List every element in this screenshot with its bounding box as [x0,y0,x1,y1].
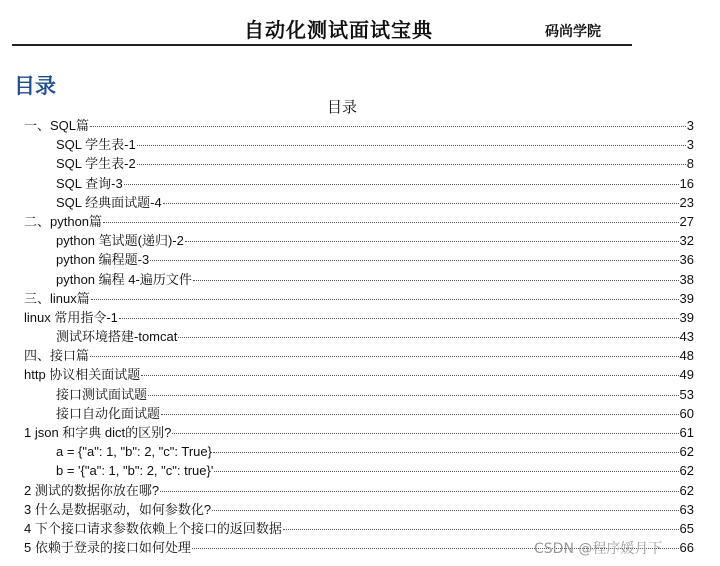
toc-entry-page: 16 [679,175,694,191]
toc-entry[interactable] [0,442,694,461]
toc-leader-dots [148,395,679,396]
toc-entry-title: a = {"a": 1, "b": 2, "c": True} [56,444,212,460]
toc-entry[interactable] [0,365,694,384]
toc-entry-page: 53 [679,386,694,402]
toc-entry[interactable] [0,135,694,154]
toc-leader-dots [283,529,679,530]
toc-entry-title: 一、SQL篇 [24,118,90,133]
toc-entry[interactable] [0,519,694,538]
toc-entry[interactable] [0,423,694,442]
toc-leader-dots [163,203,679,204]
toc-entry-title: 测试环境搭建-tomcat [56,329,178,345]
toc-entry-page: 3 [686,137,694,153]
toc-entry-page: 3 [686,118,694,133]
toc-entry-page: 39 [679,309,694,325]
toc-leader-dots [160,491,678,492]
toc-entry[interactable] [0,289,694,308]
toc-entry[interactable] [0,346,694,365]
toc-entry[interactable] [0,327,694,346]
toc-entry[interactable] [0,481,694,500]
toc-leader-dots [90,356,679,357]
toc-entry-title: SQL 查询-3 [56,175,123,191]
toc-leader-dots [141,375,678,376]
toc-entry-title: SQL 学生表-2 [56,156,136,172]
toc-entry-title: python 笔试题(递归)-2 [56,233,184,249]
toc-entry-page: 62 [679,463,694,479]
toc-entry[interactable] [0,461,694,480]
brand-name: 码尚学院 [545,24,601,40]
toc-entry-page: 65 [679,520,694,536]
toc-entry-page: 43 [679,329,694,345]
toc-entry[interactable] [0,500,694,519]
toc-entry-title: python 编程题-3 [56,252,150,268]
toc-entry-title: 4 下个接口请求参数依赖上个接口的返回数据 [24,520,282,536]
toc-leader-dots [185,241,679,242]
toc-leader-dots [193,280,679,281]
toc-entry-title: 二、python篇 [24,213,103,229]
toc-entry-title: 2 测试的数据你放在哪? [24,482,160,498]
toc-leader-dots [150,260,678,261]
toc-entry-page: 62 [679,444,694,460]
toc-leader-dots [124,184,679,185]
toc-entry[interactable] [0,250,694,269]
toc-heading: 目录 [14,73,56,98]
toc-entry[interactable] [0,308,694,327]
toc-leader-dots [137,145,686,146]
toc-entry-title: linux 常用指令-1 [24,309,118,325]
toc-leader-dots [212,510,678,511]
toc-entry-page: 48 [679,348,694,364]
toc-entry-page: 32 [679,233,694,249]
toc-entry-title: b = '{"a": 1, "b": 2, "c": true}' [56,463,214,479]
toc-entry[interactable] [0,270,694,289]
toc-entry-page: 23 [679,194,694,210]
toc-entry[interactable] [0,174,694,193]
toc-entry-title: 接口自动化面试题 [56,405,161,421]
toc-leader-dots [161,414,679,415]
toc-entry-page: 66 [679,540,694,556]
toc-entry-page: 39 [679,290,694,306]
toc-entry[interactable] [0,212,694,231]
toc-entry-title: 1 json 和字典 dict的区别? [24,425,172,440]
toc-leader-dots [90,126,686,127]
toc-entry-title: python 编程 4-遍历文件 [56,271,192,287]
toc-entry-page: 61 [679,425,694,440]
toc-entry[interactable] [0,116,694,135]
toc-entry-page: 60 [679,405,694,421]
toc-entry-page: 36 [679,252,694,268]
toc-leader-dots [119,318,679,319]
watermark: CSDN @程序媛月下 [534,541,663,557]
toc-leader-dots [213,452,679,453]
toc-entry-page: 63 [679,501,694,517]
table-of-contents [0,116,720,557]
toc-entry-title: SQL 经典面试题-4 [56,194,162,210]
toc-entry-title: 5 依赖于登录的接口如何处理 [24,540,191,556]
toc-entry-title: http 协议相关面试题 [24,367,141,383]
toc-entry[interactable] [0,154,694,173]
toc-caption: 目录 [326,98,357,116]
toc-entry-title: 三、linux篇 [24,290,90,306]
toc-entry-title: 3 什么是数据驱动，如何参数化? [24,501,212,517]
toc-entry[interactable] [0,193,694,212]
toc-entry-page: 27 [679,213,694,229]
document-header [12,8,632,46]
toc-entry-page: 8 [686,156,694,172]
toc-entry[interactable] [0,404,694,423]
toc-entry-page: 49 [679,367,694,383]
toc-entry-page: 62 [679,482,694,498]
toc-entry-title: SQL 学生表-1 [56,137,136,153]
toc-entry-title: 接口测试面试题 [56,386,148,402]
toc-leader-dots [178,337,678,338]
toc-leader-dots [103,222,678,223]
toc-leader-dots [137,164,686,165]
toc-leader-dots [214,471,678,472]
toc-entry-title: 四、接口篇 [24,348,90,364]
toc-leader-dots [91,299,679,300]
toc-entry-page: 38 [679,271,694,287]
document-title: 自动化测试面试宝典 [244,18,433,42]
toc-entry[interactable] [0,385,694,404]
toc-entry[interactable] [0,231,694,250]
toc-leader-dots [172,433,678,434]
